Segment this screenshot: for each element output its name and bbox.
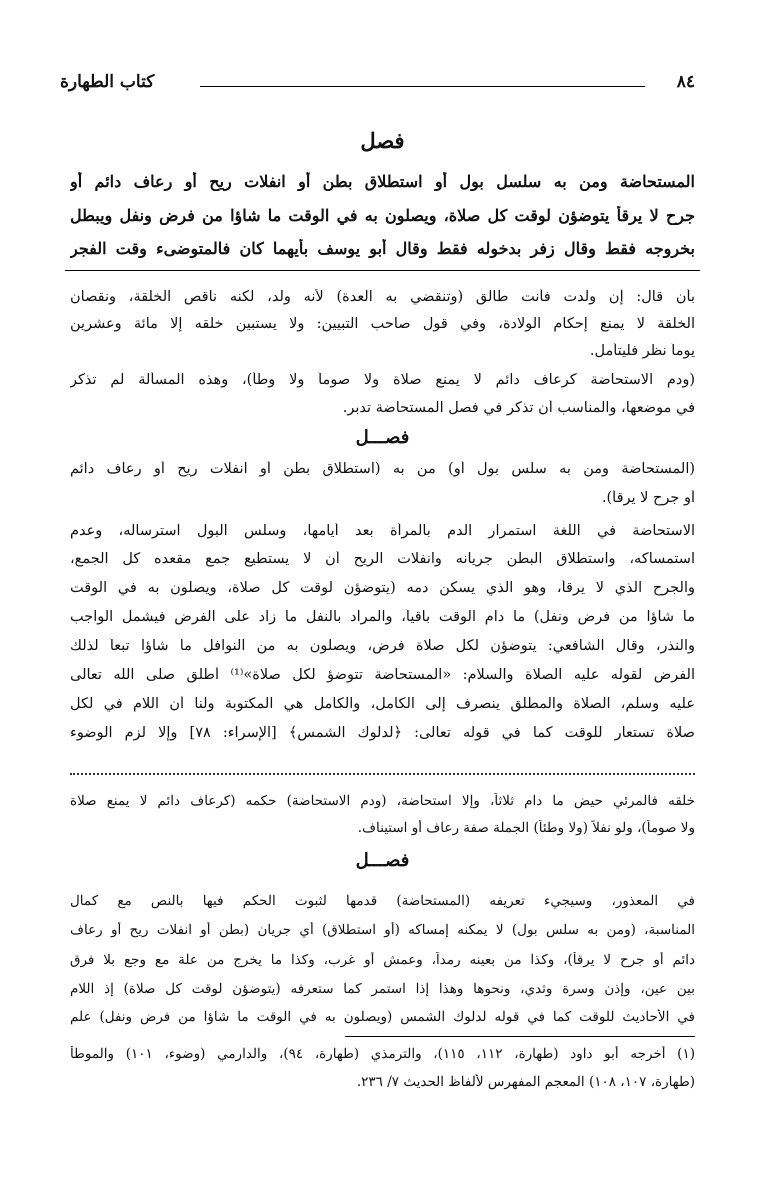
commentary-line: استمساكه، واستطلاق البطن جريانه وانفلات الريح أن لا يستطيع جمع مقعده كل الجمع، — [70, 551, 695, 567]
footnote-line: (١) أخرجه أبو داود (طهارة، ١١٢، ١١٥)، والترمذي (طهارة، ٩٤)، والدارمي (وضوء، ١٠١) والموطأ — [70, 1046, 695, 1062]
commentary-line: بأن قال: إن ولدت فأنت طالق (وتنقضي به العدة) لأنه ولد، لكنه ناقص الخلقة، ونقصان — [70, 289, 695, 305]
matn-line: المستحاضة ومن به سلسل بول أو استطلاق بطن أو انفلات ريح أو رعاف دائم أو — [70, 172, 695, 191]
gloss-line: بين عين، وإذن وسرة وثدي، ونحوها وهذا إذا استمر كما ستعرفه (يتوضؤن لوقت كل صلاة) إذ اللام — [70, 981, 695, 997]
commentary-heading: فصـــل — [355, 427, 410, 448]
matn-line: بخروجه فقط وقال زفر بدخوله فقط وقال أبو يوسف بأيهما كان فالمتوضىء وقت الفجر — [70, 239, 695, 258]
book-title: كتاب الطهارة — [60, 72, 155, 92]
commentary-line: عليه وسلم، الصلاة والمطلق ينصرف إلى الكامل، والكامل هي المكتوبة ولنا أن اللام في لكل — [70, 696, 695, 712]
running-header — [60, 70, 695, 96]
footnote-rule — [345, 1036, 695, 1037]
commentary-line: والنذر، وقال الشافعي: يتوضؤن لكل صلاة فرض، ويصلون به من النوافل ما شاؤا تبعاً لذلك — [70, 638, 695, 654]
gloss-line: خلقه فالمرئي حيض ما دام ثلاثاً، وإلا استحاضة، (ودم الاستحاضة) حكمه (كرعاف دائم لا يمنع صلاة — [70, 793, 695, 809]
header-rule — [200, 86, 645, 87]
page-number: ٨٤ — [676, 72, 695, 92]
gloss-line: ولا صوماً)، ولو نفلاً (ولا وطئاً) الجملة صفة رعاف أو استيناف. — [357, 820, 695, 836]
matn-line: جرح لا يرقأ يتوضؤن لوقت كل صلاة، ويصلون به في الوقت ما شاؤا من فرض ونفل ويبطل — [70, 206, 695, 225]
commentary-line: صلاة تستعار للوقت كما في قوله تعالى: ﴿لدلوك الشمس﴾ [الإسراء: ٧٨] وإلا لزم الوضوء — [70, 725, 695, 741]
commentary-line: (المستحاضة ومن به سلس بول أو) من به (استطلاق بطن أو انفلات ريح أو رعاف دائم — [70, 461, 695, 477]
commentary-line: ما شاؤا من فرض ونفل) ما دام الوقت باقياً، والمراد بالنفل ما زاد على الفرض فيشمل الواجب — [70, 609, 695, 625]
matn-separator — [65, 270, 700, 271]
commentary-line: يوماً نظر فليتأمل. — [589, 343, 695, 359]
gloss-line: في المعذور، وسيجيء تعريفه (المستحاضة) قدمها لثبوت الحكم فيها بالنص مع كمال — [70, 893, 695, 909]
commentary-line: الخلقة لا يمنع إحكام الولادة، وفي قول صاحب التبيين: ولا يستبين خلقه إلا مائة وعشرين — [70, 316, 695, 332]
dotted-separator — [70, 773, 695, 775]
gloss-line: المناسبة، (ومن به سلس بول) لا يمكنه إمساكه (أو استطلاق) أي جريان (بطن أو انفلات ريح أو رعاف — [70, 922, 695, 938]
commentary-line: أو جرح لا يرقأ). — [601, 490, 695, 506]
commentary-line: في موضعها، والمناسب أن تذكر في فصل المستحاضة تدبر. — [342, 400, 695, 416]
matn-heading: فصل — [360, 128, 405, 153]
commentary-line: الفرض لقوله عليه الصلاة والسلام: «المستحاضة تتوضؤ لكل صلاة»⁽¹⁾ أطلق صلى الله تعالى — [70, 667, 695, 683]
gloss-line: في الأحاديث للوقت كما في قوله لدلوك الشمس (ويصلون به في الوقت ما شاؤا من فرض ونفل) علم — [70, 1009, 695, 1025]
gloss-heading: فصـــل — [355, 850, 410, 871]
commentary-line: الاستحاضة في اللغة استمرار الدم بالمرأة بعد أيامها، وسلس البول استرساله، وعدم — [70, 523, 695, 539]
footnote-line: (طهارة، ١٠٧، ١٠٨) المعجم المفهرس لألفاظ الحديث ٧/ ٢٣٦. — [356, 1074, 695, 1090]
commentary-line: والجرح الذي لا يرقأ، وهو الذي يسكن دمه (يتوضؤن لوقت كل صلاة، ويصلون به في الوقت — [70, 580, 695, 596]
gloss-line: دائم أو جرح لا يرقأ)، وكذا من بعينه رمداً، وعمش أو غرب، وكذا ما يخرج من علة مع وجع بلا فرق — [70, 952, 695, 968]
commentary-line: (ودم الاستحاضة كرعاف دائم لا يمنع صلاة ولا صوماً ولا وطأ)، وهذه المسألة لم تذكر — [70, 372, 695, 388]
